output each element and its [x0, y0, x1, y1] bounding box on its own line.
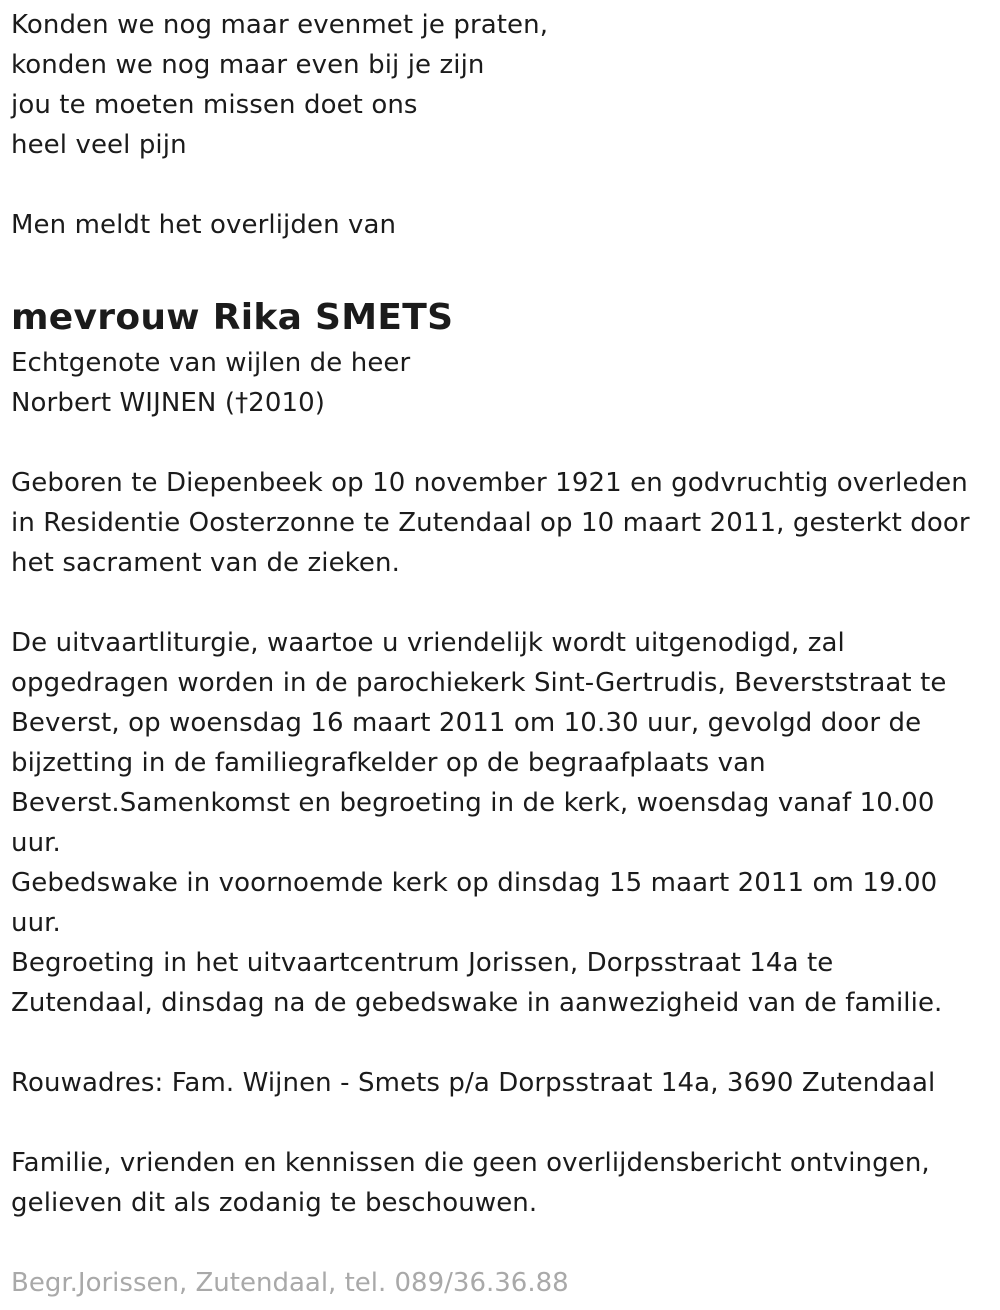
paragraph-line: Begroeting in het uitvaartcentrum Jorissen, Dorpsstraat 14a te — [11, 948, 834, 978]
paragraph-line: Zutendaal, dinsdag na de gebedswake in aanwezigheid van de familie. — [11, 988, 943, 1018]
paragraph-line: opgedragen worden in de parochiekerk Sint-Gertrudis, Beverststraat te — [11, 668, 947, 698]
paragraph-line: De uitvaartliturgie, waartoe u vriendelijk wordt uitgenodigd, zal — [11, 628, 845, 658]
obituary-notice — [11, 0, 991, 1303]
spouse-name-line: Norbert WIJNEN (†2010) — [11, 388, 325, 418]
paragraph-line: bijzetting in de familiegrafkelder op de begraafplaats van — [11, 748, 766, 778]
notice-paragraph — [11, 1143, 991, 1223]
paragraph-line: gelieven dit als zodanig te beschouwen. — [11, 1188, 538, 1218]
poem-line: konden we nog maar even bij je zijn — [11, 50, 485, 80]
paragraph-line: Beverst.Samenkomst en begroeting in de kerk, woensdag vanaf 10.00 — [11, 788, 935, 818]
poem-line: heel veel pijn — [11, 130, 187, 160]
funeral-home-footer: Begr.Jorissen, Zutendaal, tel. 089/36.36.88 — [11, 1268, 569, 1298]
paragraph-line: Beverst, op woensdag 16 maart 2011 om 10.30 uur, gevolgd door de — [11, 708, 922, 738]
announcement: Men meldt het overlijden van — [11, 210, 397, 240]
paragraph-line: uur. — [11, 828, 61, 858]
paragraph-line: uur. — [11, 908, 61, 938]
poem — [11, 0, 991, 165]
paragraph-line: Familie, vrienden en kennissen die geen overlijdensbericht ontvingen, — [11, 1148, 930, 1178]
poem-line: Konden we nog maar evenmet je praten, — [11, 10, 549, 40]
paragraph-line: Gebedswake in voornoemde kerk op dinsdag 15 maart 2011 om 19.00 — [11, 868, 938, 898]
deceased-name: mevrouw Rika SMETS — [11, 297, 454, 338]
funeral-paragraph — [11, 623, 991, 1023]
poem-line: jou te moeten missen doet ons — [11, 90, 418, 120]
paragraph-line: Geboren te Diepenbeek op 10 november 1921 en godvruchtig overleden — [11, 468, 968, 498]
mourning-address: Rouwadres: Fam. Wijnen - Smets p/a Dorpsstraat 14a, 3690 Zutendaal — [11, 1068, 936, 1098]
paragraph-line: in Residentie Oosterzonne te Zutendaal op 10 maart 2011, gesterkt door — [11, 508, 970, 538]
spouse-line: Echtgenote van wijlen de heer — [11, 348, 411, 378]
paragraph-line: het sacrament van de zieken. — [11, 548, 400, 578]
birth-death-paragraph — [11, 463, 991, 583]
